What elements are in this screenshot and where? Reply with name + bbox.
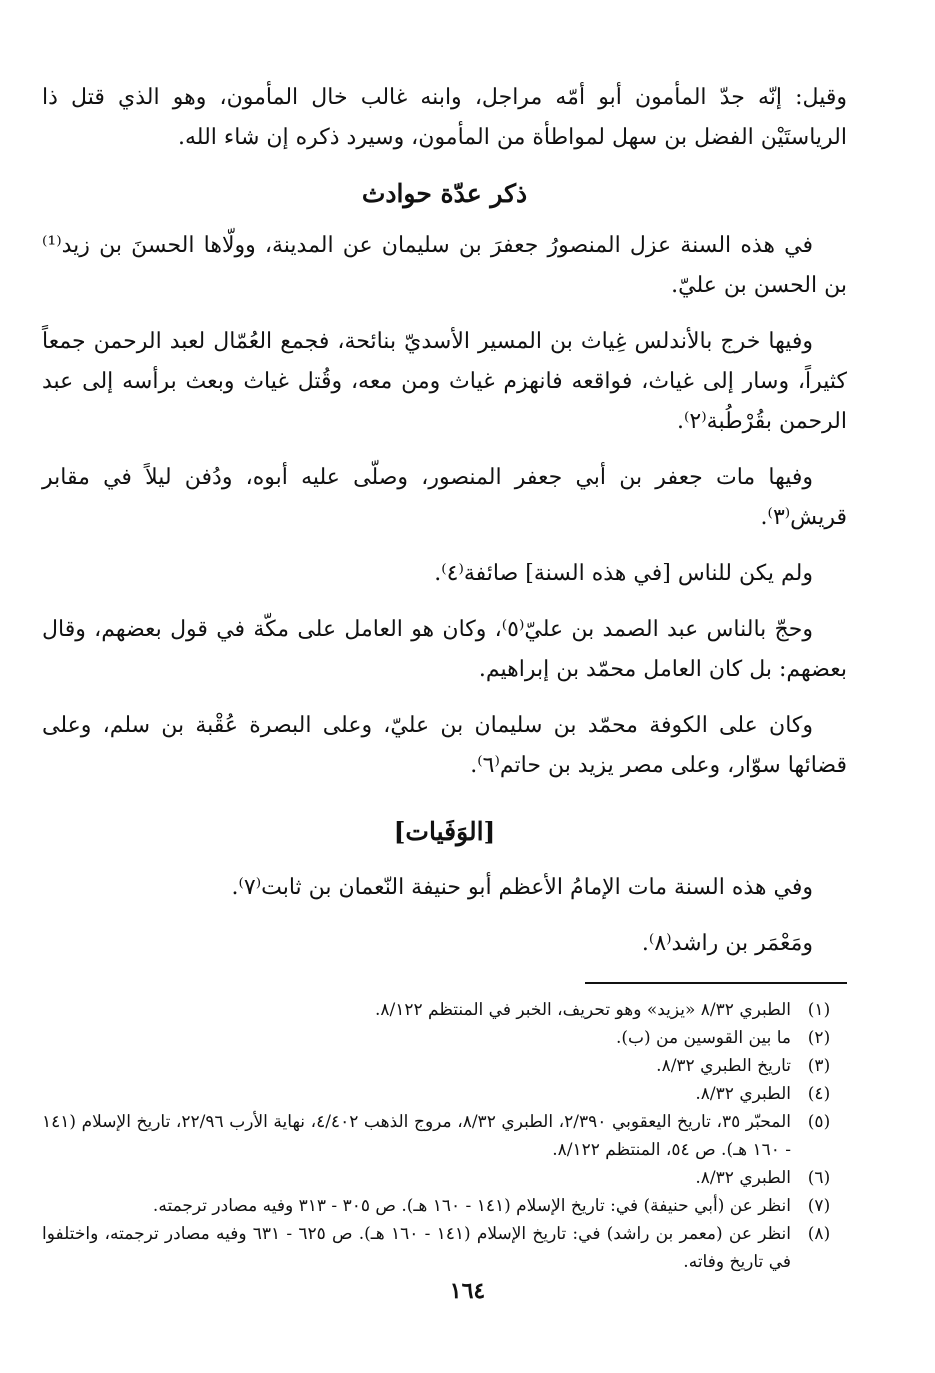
footnote-number: (٧) [807, 1196, 831, 1216]
paragraph-events-4: ولم يكن للناس [في هذه السنة] صائفة⁽٤⁾. [434, 561, 813, 586]
paragraph-events-3: وفيها مات جعفر بن أبي جعفر المنصور، وصلّى عليه أبوه، ودُفن ليلاً في مقابر قريش⁽٣⁾. [42, 465, 847, 530]
paragraph-events-2: وفيها خرج بالأندلس غِياث بن المسير الأسديّ بنائحة، فجمع العُمّال لعبد الرحمن جمعاً كثيراً، وسار إلى غياث، فواقعه فانهزم غياث ومن معه، وقُتل غياث وبعث برأسه إلى عبد الرحمن بقُرْطُبة⁽٢⁾. [42, 329, 847, 434]
footnote-number: (٣) [807, 1056, 831, 1076]
footnote [42, 1024, 847, 1052]
footnote [42, 1052, 847, 1080]
paragraph-deaths-1: وفي هذه السنة مات الإمامُ الأعظم أبو حنيفة النّعمان بن ثابت⁽٧⁾. [231, 875, 813, 900]
footnotes [42, 996, 847, 1276]
footnote [42, 1080, 847, 1108]
footnote-number: (٦) [807, 1168, 831, 1188]
footnote-text: انظر عن (معمر بن راشد) في: تاريخ الإسلام (١٤١ - ١٦٠ هـ). ص ٦٢٥ - ٦٣١ وفيه مصادر ترجمته، واختلفوا في تاريخ وفاته. [42, 1224, 791, 1272]
footnote-text: ما بين القوسين من (ب). [615, 1028, 791, 1048]
paragraph-deaths-2: ومَعْمَر بن راشد⁽٨⁾. [641, 931, 813, 956]
footnote-text: انظر عن (أبي حنيفة) في: تاريخ الإسلام (١٤١ - ١٦٠ هـ). ص ٣٠٥ - ٣١٣ وفيه مصادر ترجمته. [152, 1196, 791, 1216]
footnote [42, 1192, 847, 1220]
paragraph-events-5: وحجّ بالناس عبد الصمد بن عليّ⁽٥⁾، وكان هو العامل على مكّة في قول بعضهم، وقال بعضهم: بل كان العامل محمّد بن إبراهيم. [42, 617, 847, 682]
footnote-text: تاريخ الطبري ٨/٣٢. [656, 1056, 791, 1076]
section-heading-deaths: [الوَفَيات] [393, 817, 496, 846]
footnote [42, 1220, 847, 1276]
footnote-text: الطبري ٨/٣٢ «يزيد» وهو تحريف، الخبر في المنتظم ٨/١٢٢. [374, 1000, 791, 1020]
footnote-number: (٨) [807, 1224, 831, 1244]
footnote-text: المحبّر ٣٥، تاريخ اليعقوبي ٢/٣٩٠، الطبري ٨/٣٢، مروج الذهب ٤/٤٠٢، نهاية الأرب ٢٢/٩٦، تاريخ الإسلام (١٤١ - ١٦٠ هـ). ص ٥٤، المنتظم ٨/١٢٢. [42, 1112, 791, 1160]
paragraph-events-6: وكان على الكوفة محمّد بن سليمان بن عليّ، وعلى البصرة عُقْبة بن سلم، وعلى قضائها سوّار، وعلى مصر يزيد بن حاتم⁽٦⁾. [42, 713, 847, 778]
footnote [42, 996, 847, 1024]
footnote [42, 1164, 847, 1192]
footnote-number: (٥) [807, 1112, 831, 1132]
footnote-number: (١) [807, 1000, 831, 1020]
footnote-text: الطبري ٨/٣٢. [695, 1084, 791, 1104]
page-number: ١٦٤ [449, 1278, 486, 1304]
footnote-separator [585, 982, 847, 984]
footnote-text: الطبري ٨/٣٢. [695, 1168, 791, 1188]
paragraph-intro: وقيل: إنّه جدّ المأمون أبو أمّه مراجل، وابنه غالب خال المأمون، وهو الذي قتل ذا الرياستَيْن الفضل بن سهل لمواطأة من المأمون، وسيرد ذكره إن شاء الله. [42, 85, 847, 150]
paragraph-events-1: في هذه السنة عزل المنصورُ جعفرَ بن سليمان عن المدينة، وولّاها الحسنَ بن زيد⁽¹⁾ بن الحسن بن عليّ. [42, 233, 847, 298]
footnote-number: (٢) [807, 1028, 831, 1048]
footnote-number: (٤) [807, 1084, 831, 1104]
section-heading-events: ذكر عدّة حوادث [361, 179, 528, 208]
footnote [42, 1108, 847, 1164]
